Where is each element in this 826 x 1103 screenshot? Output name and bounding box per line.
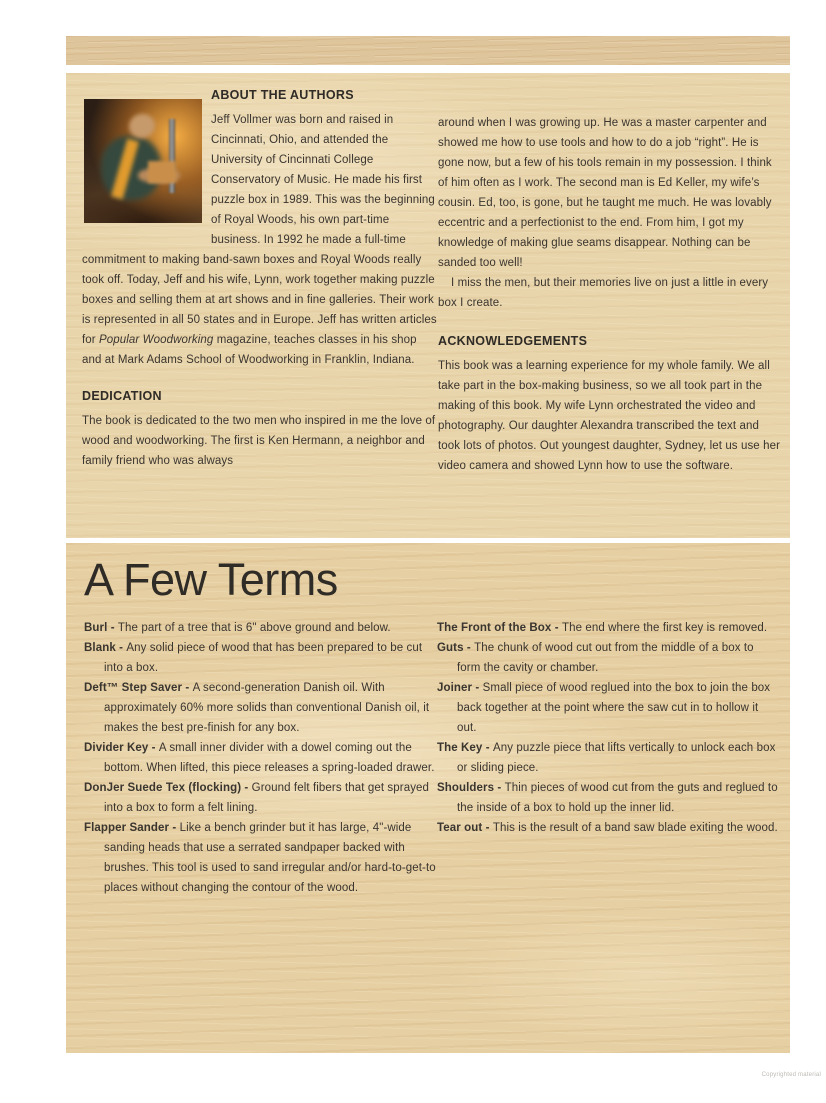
- term-definition: The part of a tree that is 6" above ground and below.: [117, 622, 391, 634]
- term-entry: [84, 738, 437, 778]
- term-name: Deft™ Step Saver -: [84, 682, 193, 694]
- term-definition: Any solid piece of wood that has been prepared to be cut into a box.: [104, 642, 423, 674]
- author-photo-float: [82, 86, 211, 231]
- acknowledgements-heading: ACKNOWLEDGEMENTS: [438, 334, 588, 348]
- term-entry: [84, 678, 437, 738]
- term-entry: [437, 778, 780, 818]
- term-definition: Like a bench grinder but it has large, 4"-wide sanding heads that use a serrated sandpaper backed with brushes. This tool is used to sand irregular and/or hard-to-get-to places without changing the contour of the wood.: [104, 822, 436, 894]
- dedication-heading: DEDICATION: [82, 389, 162, 403]
- term-definition: Thin pieces of wood cut from the guts and reglued to the inside of a box to hold up the inner lid.: [456, 782, 778, 814]
- term-name: Blank -: [84, 642, 127, 654]
- about-left-column: [82, 86, 438, 476]
- dedication-continued-paragraph: around when I was growing up. He was a master carpenter and showed me how to use tools and how to do a job “right”. He is gone now, but a few of his tools remain in my possession. I think of him often as I work. The second man is Ed Keller, my wife’s cousin. Ed, too, is gone, but he taught me much. He was lovably eccentric and a perfectionist to the end. From him, I got my knowledge of making glue seams disappear. Nothing can be sanded too well!: [438, 117, 772, 269]
- term-name: Burl -: [84, 622, 118, 634]
- term-name: DonJer Suede Tex (flocking) -: [84, 782, 252, 794]
- terms-section: [66, 543, 790, 1053]
- term-definition: A small inner divider with a dowel coming out the bottom. When lifted, this piece releases a spring-loaded drawer.: [104, 742, 435, 774]
- terms-title: A Few Terms: [84, 554, 338, 605]
- author-photo: [84, 99, 202, 223]
- term-name: The Front of the Box -: [436, 622, 562, 634]
- term-entry: [437, 818, 780, 838]
- term-entry: [437, 738, 780, 778]
- term-entry: [84, 818, 437, 898]
- term-name: Flapper Sander -: [84, 822, 180, 834]
- acknowledgements-paragraph: This book was a learning experience for my whole family. We all take part in the box-making business, so we all took part in the making of this book. My wife Lynn orchestrated the video and photography. Our daughter Alexandra transcribed the text and took lots of photos. Out youngest daughter, Sydney, let us use her video camera and showed Lynn how to use the software.: [438, 360, 781, 472]
- dedication-closing-paragraph: I miss the men, but their memories live on just a little in every box I create.: [438, 277, 769, 309]
- term-name: The Key -: [436, 742, 493, 754]
- intro-text-1: Jeff Vollmer was born and raised in Cincinnati, Ohio, and attended the University of Cincinnati College Conservatory of Music. He made his first puzzle box in 1989. This was the beginning of Royal Woods, his own part-time business. In 1992 he made a full-time commitment to making band-sawn boxes and Royal Woods really took off. Today, Jeff and his wife, Lynn, work together making puzzle boxes and selling them at art shows and in fine galleries. Their work is represented in all 50 states and in Europe. Jeff has written articles for: [82, 114, 437, 346]
- term-entry: [84, 778, 437, 818]
- term-entry: [84, 618, 437, 638]
- term-definition: The end where the first key is removed.: [561, 622, 768, 634]
- about-section: [66, 73, 790, 538]
- about-heading: ABOUT THE AUTHORS: [211, 88, 354, 102]
- term-name: Tear out -: [436, 822, 493, 834]
- dedication-paragraph: The book is dedicated to the two men who inspired in me the love of wood and woodworking. The first is Ken Hermann, a neighbor and family friend who was always: [82, 415, 436, 467]
- terms-col-left: [84, 618, 437, 898]
- term-definition: A second-generation Danish oil. With approximately 60% more solids than conventional Danish oil, it makes the best pre-finish for any box.: [104, 682, 430, 734]
- wood-block-shape: [148, 161, 176, 183]
- wood-top-band: [66, 36, 790, 65]
- terms-col-right: [437, 618, 780, 898]
- term-definition: Ground felt fibers that get sprayed into a box to form a felt lining.: [104, 782, 430, 814]
- term-name: Guts -: [436, 642, 475, 654]
- term-entry: [437, 618, 780, 638]
- term-definition: Small piece of wood reglued into the box to join the box back together at the point where the saw cut in to hollow it out.: [456, 682, 771, 734]
- term-definition: This is the result of a band saw blade exiting the wood.: [492, 822, 778, 834]
- about-right-column: [438, 86, 780, 476]
- term-entry: [437, 638, 780, 678]
- term-entry: [84, 638, 437, 678]
- term-name: Joiner -: [436, 682, 483, 694]
- term-definition: The chunk of wood cut out from the middle of a box to form the cavity or chamber.: [456, 642, 754, 674]
- term-name: Shoulders -: [436, 782, 505, 794]
- magazine-title: Popular Woodworking: [99, 334, 214, 346]
- intro-text-2: magazine, teaches classes in his shop and at Mark Adams School of Woodworking in Franklin, Indiana.: [82, 334, 417, 366]
- term-name: Divider Key -: [84, 742, 159, 754]
- copyright-note: Copyrighted material: [761, 1072, 821, 1078]
- term-definition: Any puzzle piece that lifts vertically to unlock each box or sliding piece.: [456, 742, 776, 774]
- term-entry: [437, 678, 780, 738]
